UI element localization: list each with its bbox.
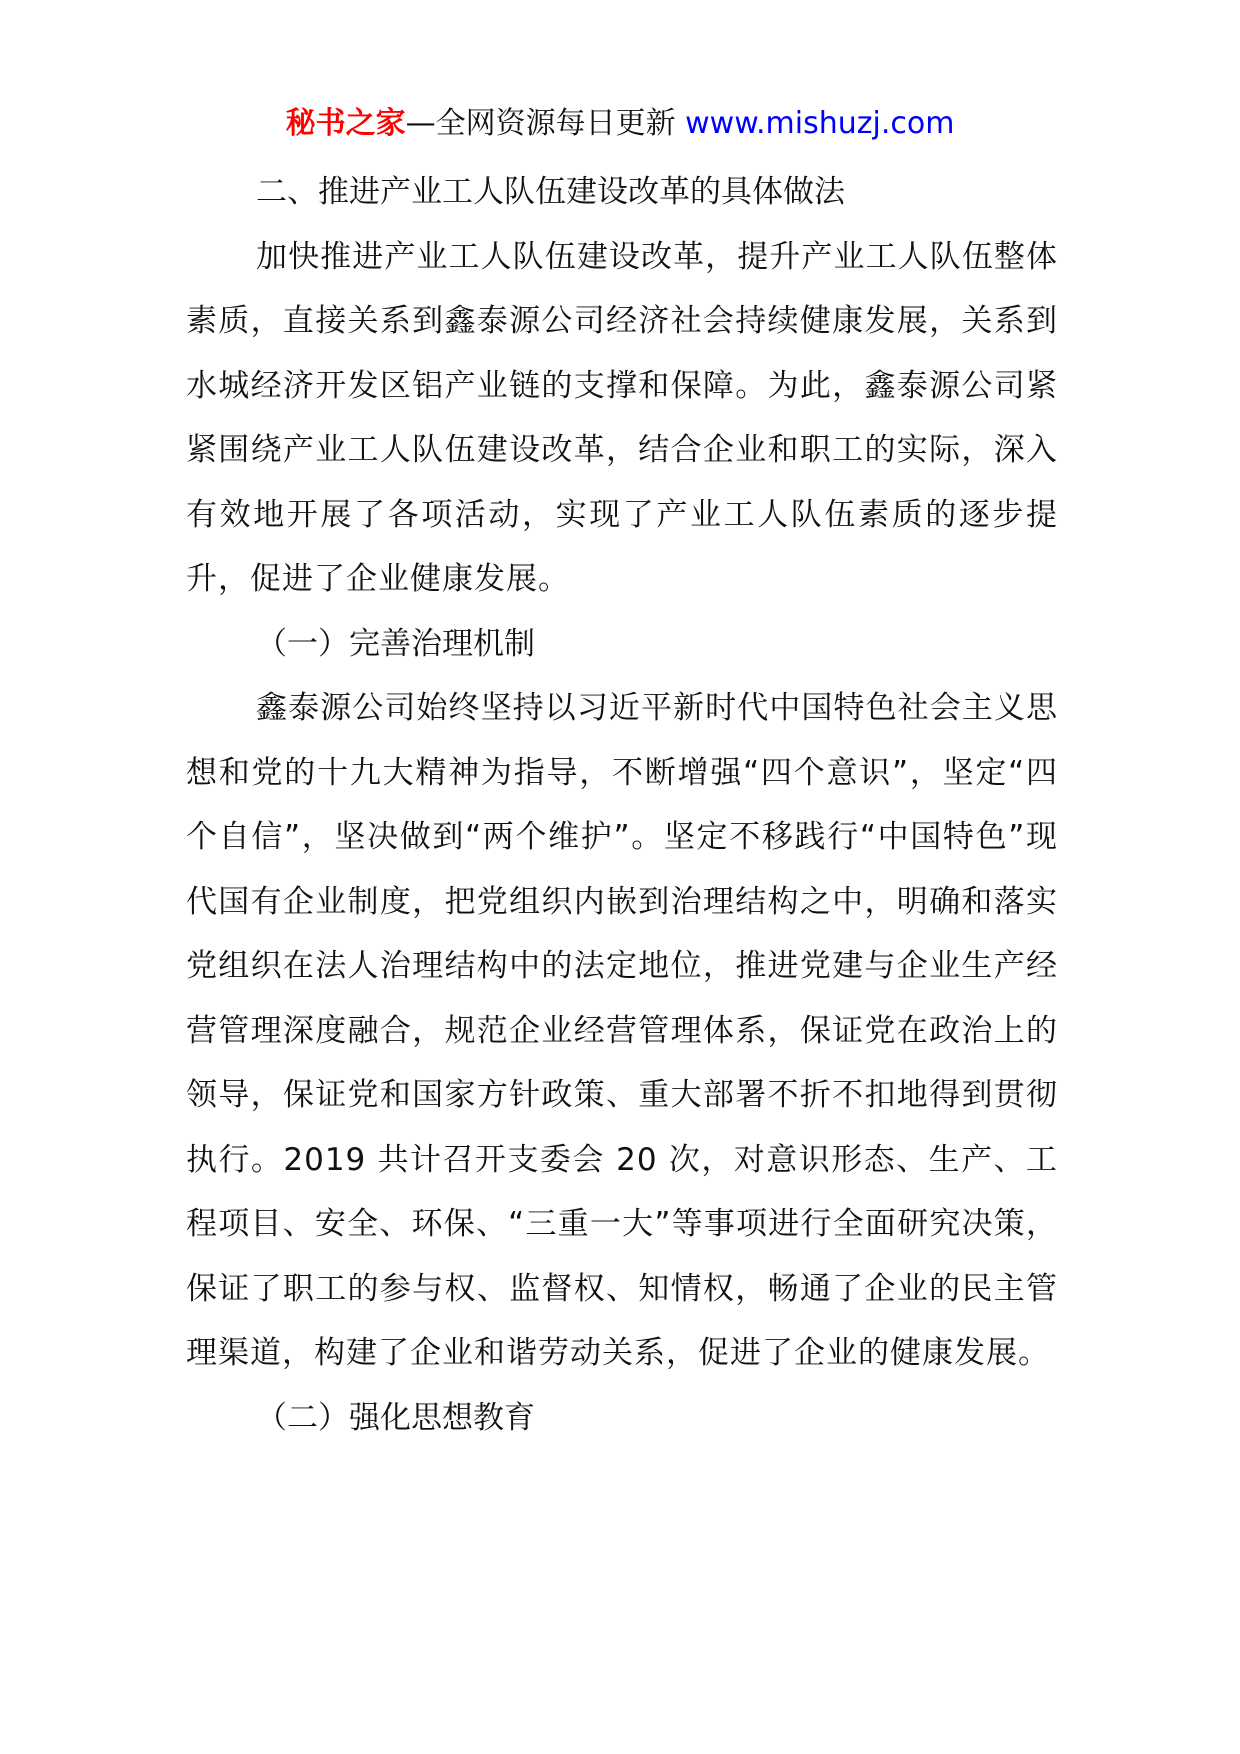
subsection-1-heading: （一）完善治理机制	[256, 625, 535, 662]
subsection-2-heading: （二）强化思想教育	[256, 1399, 535, 1436]
document-body	[186, 160, 1058, 1450]
section-heading: 二、推进产业工人队伍建设改革的具体做法	[256, 174, 845, 210]
subsection-1-paragraph: 鑫泰源公司始终坚持以习近平新时代中国特色社会主义思想和党的十九大精神为指导，不断增强“四个意识”，坚定“四个自信”，坚决做到“两个维护”。坚定不移践行“中国特色”现代国有企业制度，把党组织内嵌到治理结构之中，明确和落实党组织在法人治理结构中的法定地位，推进党建与企业生产经营管理深度融合，规范企业经营管理体系，保证党在政治上的领导，保证党和国家方针政策、重大部署不折不扣地得到贯彻执行。2019 共计召开支委会 20 次，对意识形态、生产、工程项目、安全、环保、“三重一大”等事项进行全面研究决策，保证了职工的参与权、监督权、知情权，畅通了企业的民主管理渠道，构建了企业和谐劳动关系，促进了企业的健康发展。	[186, 690, 1058, 1371]
intro-paragraph: 加快推进产业工人队伍建设改革，提升产业工人队伍整体素质，直接关系到鑫泰源公司经济社会持续健康发展，关系到水城经济开发区铝产业链的支撑和保障。为此，鑫泰源公司紧紧围绕产业工人队伍建设改革，结合企业和职工的实际，深入有效地开展了各项活动，实现了产业工人队伍素质的逐步提升，促进了企业健康发展。	[186, 238, 1058, 597]
watermark-brand: 秘书之家	[285, 106, 406, 141]
watermark-header	[0, 104, 1240, 144]
watermark-tagline: —全网资源每日更新	[405, 106, 686, 141]
watermark-url: www.mishuzj.com	[685, 106, 955, 141]
